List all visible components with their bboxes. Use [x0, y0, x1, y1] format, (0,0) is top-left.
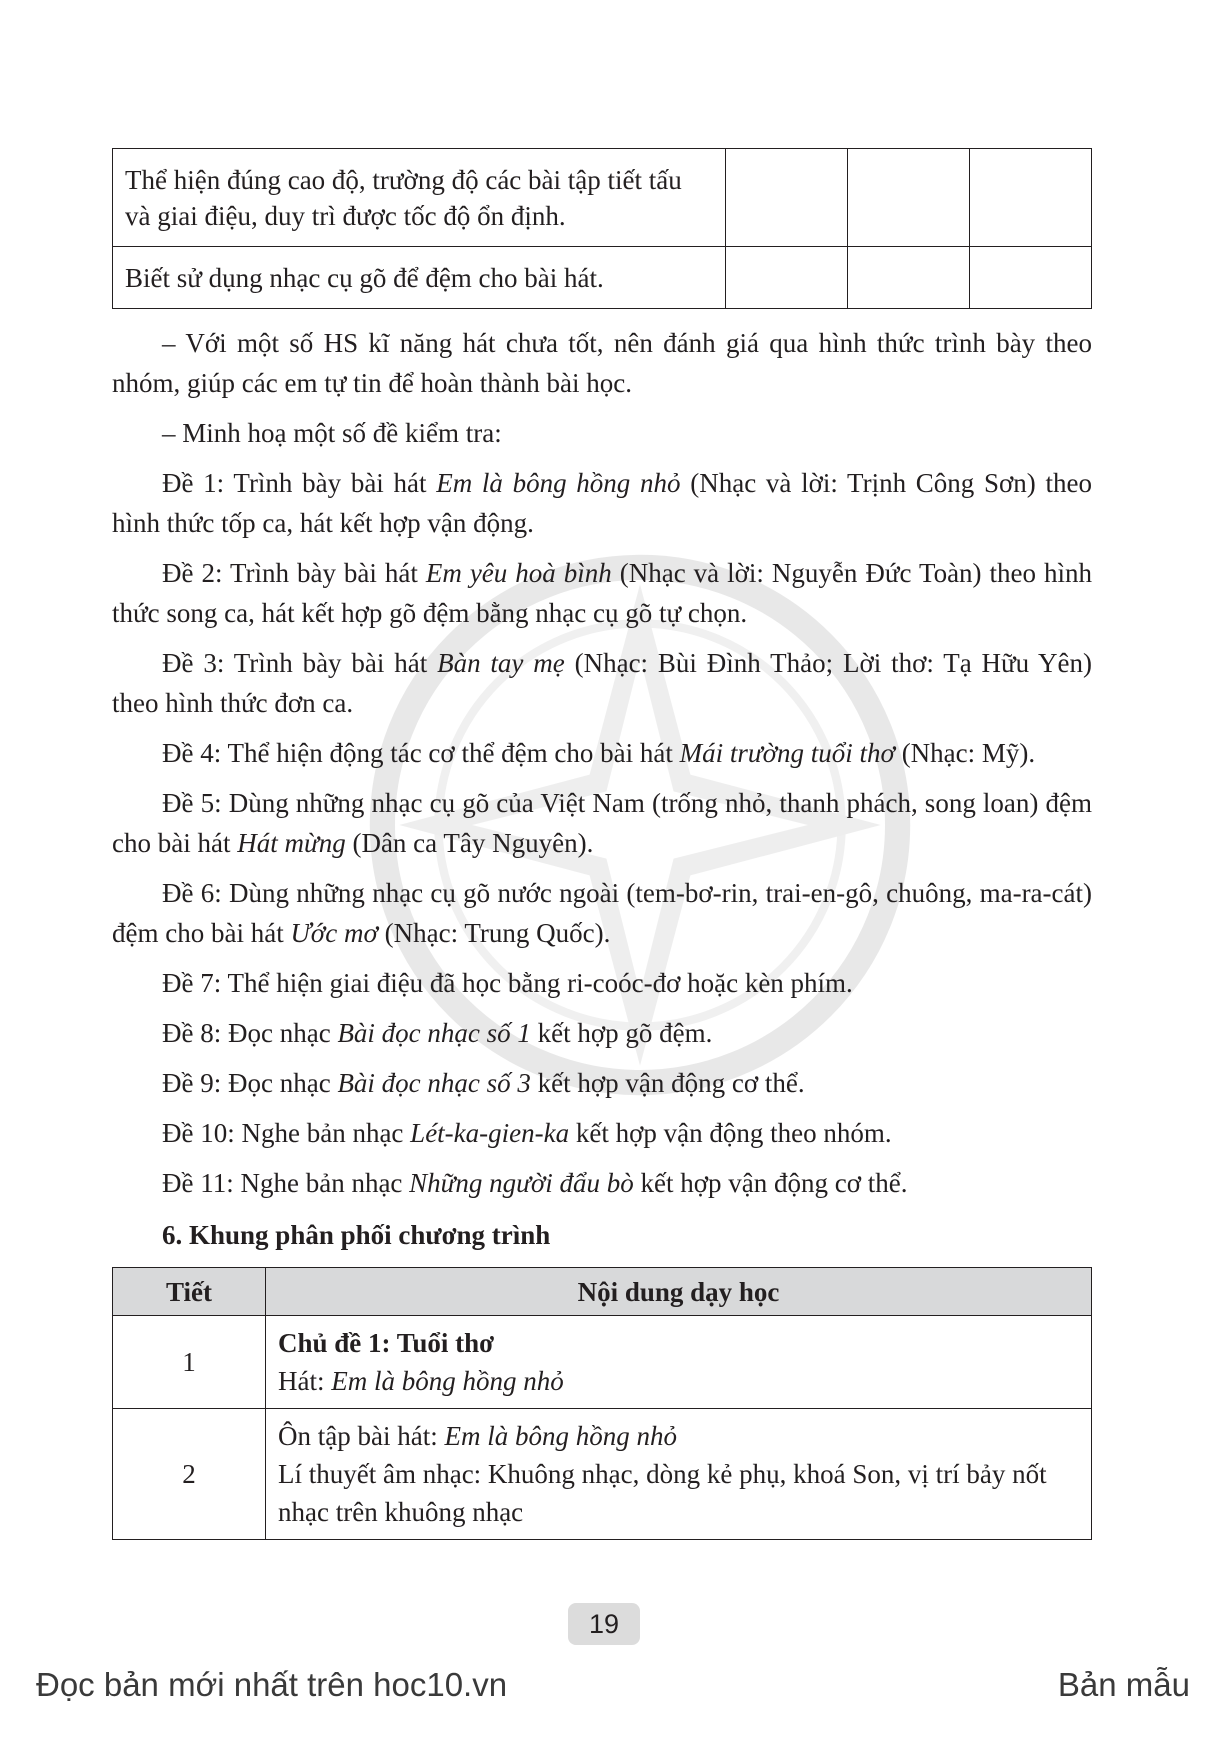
work-title: Bài đọc nhạc số 3: [337, 1068, 531, 1098]
note-paragraph: – Với một số HS kĩ năng hát chưa tốt, nên đánh giá qua hình thức trình bày theo nhóm, giúp các em tự tin để hoàn thành bài học.: [112, 328, 1092, 398]
lesson-line: [278, 1417, 1079, 1455]
test-text: (Nhạc: Trung Quốc).: [377, 918, 611, 948]
table-row: [113, 149, 1092, 247]
test-list: [112, 463, 1092, 1203]
lesson-content: [266, 1409, 1092, 1540]
test-text: Đề 8: Đọc nhạc: [162, 1018, 338, 1048]
header-content: Nội dung dạy học: [266, 1268, 1092, 1316]
test-text: (Nhạc và lời: Trịnh Công Sơn) theo hình thức tốp ca, hát kết hợp vận động.: [112, 468, 1092, 538]
work-title: Hát mừng: [237, 828, 346, 858]
work-title: Em yêu hoà bình: [425, 558, 612, 588]
test-text: Đề 11: Nghe bản nhạc: [162, 1168, 410, 1198]
evaluation-criteria-table: [112, 148, 1092, 309]
rating-cell: [725, 149, 847, 247]
rating-cell: [847, 247, 969, 309]
rating-cell: [969, 149, 1091, 247]
header-period: Tiết: [113, 1268, 266, 1316]
test-item: [112, 873, 1092, 953]
work-title: Những người đẩu bò: [409, 1168, 634, 1198]
page-content: [112, 148, 1092, 1540]
test-text: (Dân ca Tây Nguyên).: [345, 828, 594, 858]
test-text: Đề 2: Trình bày bài hát: [162, 558, 426, 588]
song-title: Em là bông hồng nhỏ: [444, 1421, 677, 1451]
work-title: Em là bông hồng nhỏ: [436, 468, 681, 498]
work-title: Bài đọc nhạc số 1: [337, 1018, 531, 1048]
note-paragraph: – Minh hoạ một số đề kiểm tra:: [162, 418, 502, 448]
test-text: Đề 9: Đọc nhạc: [162, 1068, 338, 1098]
criterion-cell: Thể hiện đúng cao độ, trường độ các bài tập tiết tấu và giai điệu, duy trì được tốc độ ổn định.: [113, 149, 726, 247]
test-text: Đề 7: Thể hiện giai điệu đã học bằng ri-coóc-đơ hoặc kèn phím.: [162, 968, 853, 998]
rating-cell: [969, 247, 1091, 309]
test-text: Đề 6: Dùng những nhạc cụ gõ nước ngoài (tem-bơ-rin, trai-en-gô, chuông, ma-ra-cát) đệm cho bài hát: [112, 878, 1092, 948]
test-text: (Nhạc: Mỹ).: [894, 738, 1036, 768]
test-item: [112, 963, 1092, 1003]
test-item: [112, 553, 1092, 633]
test-item: [112, 463, 1092, 543]
work-title: Lét-ka-gien-ka: [410, 1118, 570, 1148]
lesson-label: Ôn tập bài hát:: [278, 1421, 445, 1451]
test-item: [112, 1163, 1092, 1203]
test-text: kết hợp gõ đệm.: [530, 1018, 713, 1048]
table-row: [113, 1409, 1092, 1540]
rating-cell: [847, 149, 969, 247]
criterion-cell: Biết sử dụng nhạc cụ gõ để đệm cho bài hát.: [113, 247, 726, 309]
page-number: 19: [568, 1603, 640, 1645]
test-text: (Nhạc: Bùi Đình Thảo; Lời thơ: Tạ Hữu Yên) theo hình thức đơn ca.: [112, 648, 1092, 718]
test-text: Đề 4: Thể hiện động tác cơ thể đệm cho bài hát: [162, 738, 680, 768]
program-table: [112, 1267, 1092, 1540]
test-item: [112, 733, 1092, 773]
work-title: Ước mơ: [290, 918, 378, 948]
lesson-content: [266, 1316, 1092, 1409]
footer-link-text: Đọc bản mới nhất trên hoc10.vn: [36, 1666, 508, 1703]
song-title: Em là bông hồng nhỏ: [331, 1366, 564, 1396]
test-text: kết hợp vận động theo nhóm.: [569, 1118, 892, 1148]
table-header-row: [113, 1268, 1092, 1316]
lesson-line: [278, 1362, 1079, 1400]
test-item: [112, 1013, 1092, 1053]
test-item: [112, 1063, 1092, 1103]
test-text: kết hợp vận động cơ thể.: [633, 1168, 908, 1198]
work-title: Mái trường tuổi thơ: [679, 738, 895, 768]
table-row: [113, 247, 1092, 309]
test-item: [112, 783, 1092, 863]
table-row: [113, 1316, 1092, 1409]
test-text: kết hợp vận động cơ thể.: [530, 1068, 805, 1098]
test-text: Đề 3: Trình bày bài hát: [162, 648, 438, 678]
period-number: 1: [113, 1316, 266, 1409]
test-text: (Nhạc và lời: Nguyễn Đức Toàn) theo hình thức song ca, hát kết hợp gõ đệm bằng nhạc cụ gõ tự chọn.: [112, 558, 1092, 628]
test-text: Đề 10: Nghe bản nhạc: [162, 1118, 411, 1148]
test-text: Đề 5: Dùng những nhạc cụ gõ của Việt Nam (trống nhỏ, thanh phách, song loan) đệm cho bài hát: [112, 788, 1092, 858]
lesson-label: Hát:: [278, 1366, 332, 1396]
rating-cell: [725, 247, 847, 309]
topic-title: Chủ đề 1: Tuổi thơ: [278, 1328, 495, 1358]
period-number: 2: [113, 1409, 266, 1540]
test-item: [112, 643, 1092, 723]
section-title: 6. Khung phân phối chương trình: [162, 1220, 551, 1250]
test-text: Đề 1: Trình bày bài hát: [162, 468, 437, 498]
work-title: Bàn tay mẹ: [437, 648, 565, 678]
test-item: [112, 1113, 1092, 1153]
footer-sample-label: Bản mẫu: [1057, 1666, 1190, 1703]
lesson-line: Lí thuyết âm nhạc: Khuông nhạc, dòng kẻ phụ, khoá Son, vị trí bảy nốt nhạc trên khuông nhạc: [278, 1459, 1047, 1527]
